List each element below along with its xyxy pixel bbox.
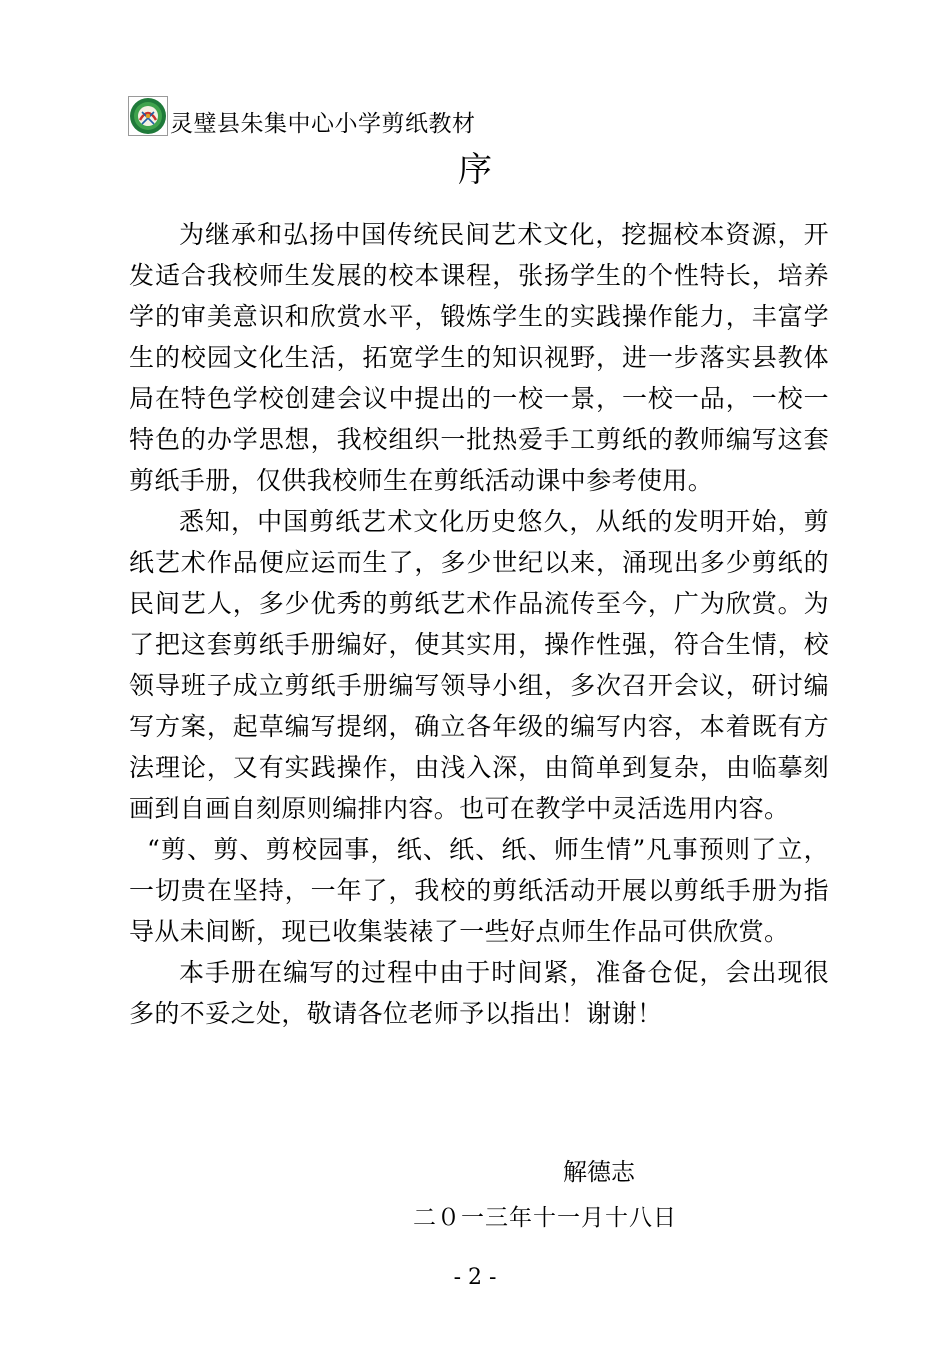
header-title: 灵璧县朱集中心小学剪纸教材 — [170, 111, 476, 137]
paragraph-4: 本手册在编写的过程中由于时间紧，准备仓促，会出现很多的不妥之处，敬请各位老师予以指出！谢谢！ — [129, 958, 829, 1028]
document-header — [128, 94, 476, 138]
paragraph-2: 悉知，中国剪纸艺术文化历史悠久，从纸的发明开始，剪纸艺术作品便应运而生了，多少世纪以来，涌现出多少剪纸的民间艺人，多少优秀的剪纸艺术作品流传至今，广为欣赏。为了把这套剪纸手册编好，使其实用，操作性强，符合生情，校领导班子成立剪纸手册编写领导小组，多次召开会议，研讨编写方案，起草编写提纲，确立各年级的编写内容，本着既有方法理论，又有实践操作，由浅入深，由简单到复杂，由临摹刻画到自画自刻原则编排内容。也可在教学中灵活选用内容。 — [129, 507, 829, 823]
school-logo-icon — [128, 96, 168, 136]
page-title: 序 — [458, 150, 492, 190]
author-signature: 解德志 — [563, 1158, 635, 1186]
page-number: - 2 - — [453, 1265, 497, 1290]
document-date: 二０一三年十一月十八日 — [413, 1205, 677, 1231]
paragraph-3: “剪、剪、剪校园事，纸、纸、纸、师生情”凡事预则了立，一切贵在坚持，一年了，我校的剪纸活动开展以剪纸手册为指导从未间断，现已收集装裱了一些好点师生作品可供欣赏。 — [129, 835, 829, 946]
paragraph-1: 为继承和弘扬中国传统民间艺术文化，挖掘校本资源，开发适合我校师生发展的校本课程，张扬学生的个性特长，培养学的审美意识和欣赏水平，锻炼学生的实践操作能力，丰富学生的校园文化生活，拓宽学生的知识视野，进一步落实县教体局在特色学校创建会议中提出的一校一景，一校一品，一校一特色的办学思想，我校组织一批热爱手工剪纸的教师编写这套剪纸手册，仅供我校师生在剪纸活动课中参考使用。 — [129, 220, 829, 495]
preface-body — [129, 214, 829, 1034]
